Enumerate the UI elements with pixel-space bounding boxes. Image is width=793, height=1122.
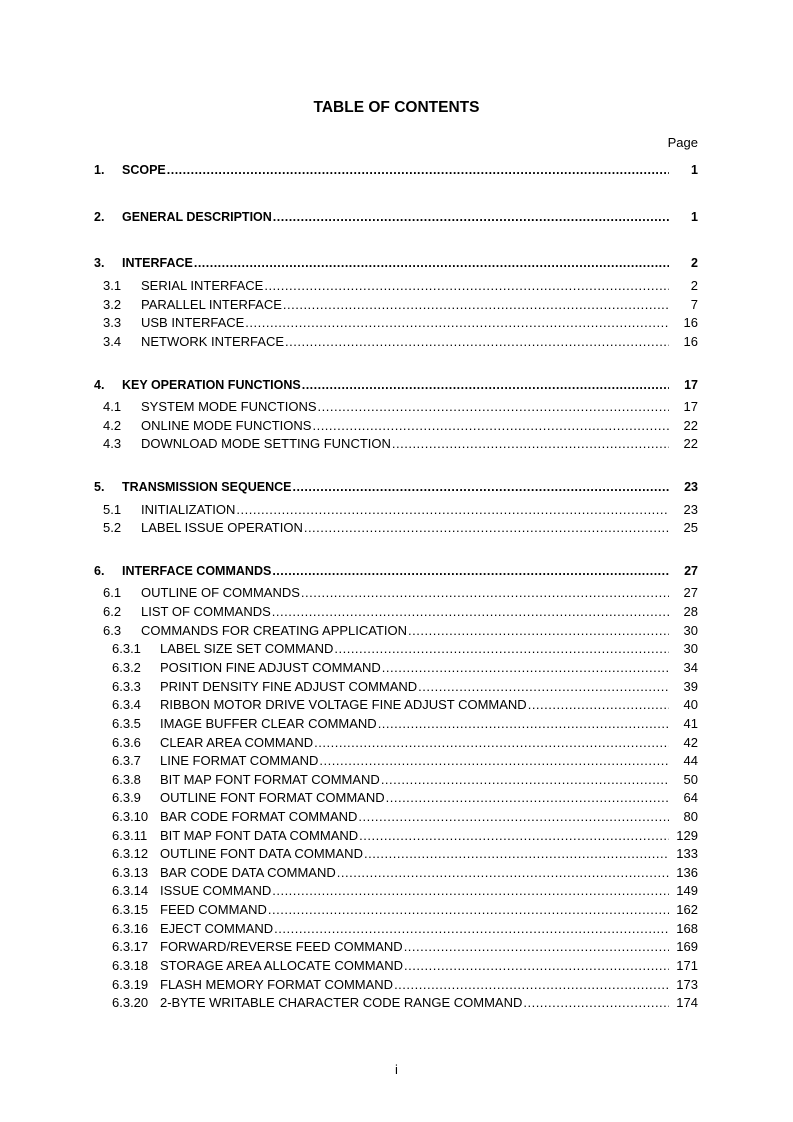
toc-entry-title: COMMANDS FOR CREATING APPLICATION [141,623,408,638]
toc-entry-page: 7 [690,297,698,312]
toc-entry-number: 3.2 [103,297,122,312]
toc-entry[interactable] [0,771,793,789]
toc-entry-leader [160,659,669,677]
toc-entry-title: BIT MAP FONT FORMAT COMMAND [160,772,380,787]
toc-entry-number: 6.3.1 [112,641,141,656]
toc-entry-number: 6.3.18 [112,958,149,973]
toc-entry-leader [141,501,669,519]
toc-entry-number: 6.3.2 [112,660,141,675]
toc-entry-page: 80 [683,809,698,824]
toc-entry-page: 174 [676,995,698,1010]
toc-entry-leader [141,622,669,640]
toc-entry[interactable] [0,845,793,863]
toc-entry[interactable] [0,734,793,752]
toc-entry-title: BAR CODE DATA COMMAND [160,865,336,880]
toc-entry-page: 42 [683,735,698,750]
toc-entry[interactable] [0,435,793,453]
toc-entry-title: FEED COMMAND [160,902,267,917]
toc-entry-title: 2-BYTE WRITABLE CHARACTER CODE RANGE COMMAND [160,995,523,1010]
dot-leader [301,584,669,602]
toc-entry-leader [141,314,669,332]
toc-entry-number: 6.1 [103,585,122,600]
toc-entry-page: 44 [683,753,698,768]
dot-leader [386,789,669,807]
dot-leader [408,622,669,640]
toc-entry-number: 6.3.6 [112,735,141,750]
toc-entry-page: 23 [684,480,698,494]
dot-leader [272,562,669,580]
toc-entry-title: LABEL ISSUE OPERATION [141,520,303,535]
toc-entry-leader [122,161,669,179]
toc-entry-page: 17 [684,378,698,392]
toc-entry-page: 173 [676,977,698,992]
toc-entry-number: 6.3.9 [112,790,141,805]
toc-entry-title: PRINT DENSITY FINE ADJUST COMMAND [160,679,418,694]
toc-entry-title: SCOPE [122,163,166,177]
toc-entry-page: 40 [683,697,698,712]
toc-entry-title: LIST OF COMMANDS [141,604,271,619]
dot-leader [318,398,669,416]
toc-entry[interactable] [0,696,793,714]
dot-leader [392,435,669,453]
page-number-footer: i [395,1062,398,1077]
toc-entry-title: GENERAL DESCRIPTION [122,210,272,224]
toc-entry-number: 6.3.3 [112,679,141,694]
toc-entry-title: TRANSMISSION SEQUENCE [122,480,292,494]
toc-entry-title: STORAGE AREA ALLOCATE COMMAND [160,958,403,973]
toc-entry-number: 2. [94,210,105,224]
toc-entry-title: IMAGE BUFFER CLEAR COMMAND [160,716,377,731]
toc-entry[interactable] [0,882,793,900]
toc-entry[interactable] [0,501,793,519]
toc-entry-leader [160,640,669,658]
toc-entry-page: 22 [683,436,698,451]
toc-entry-page: 169 [676,939,698,954]
toc-entry-title: DOWNLOAD MODE SETTING FUNCTION [141,436,391,451]
toc-entry-title: INTERFACE COMMANDS [122,564,272,578]
dot-leader [272,882,669,900]
toc-entry-number: 6.3.11 [112,828,148,843]
dot-leader [358,808,669,826]
toc-entry[interactable] [0,864,793,882]
toc-entry-leader [160,864,669,882]
toc-entry-leader [122,208,669,226]
toc-entry-page: 1 [691,210,698,224]
dot-leader [378,715,669,733]
toc-entry-page: 162 [676,902,698,917]
toc-entry-title: PARALLEL INTERFACE [141,297,282,312]
toc-entry-page: 16 [683,334,698,349]
toc-entry-title: FLASH MEMORY FORMAT COMMAND [160,977,394,992]
toc-entry-number: 6.3.5 [112,716,141,731]
dot-leader [319,752,669,770]
toc-entry-leader [141,333,669,351]
toc-entry-number: 6.3.8 [112,772,141,787]
toc-entry-page: 50 [683,772,698,787]
toc-entry-leader [160,976,669,994]
toc-entry-number: 6.3.14 [112,883,149,898]
toc-entry-page: 129 [676,828,698,843]
dot-leader [194,254,669,272]
toc-entry-number: 6.3.19 [112,977,149,992]
toc-entry[interactable] [0,808,793,826]
page-title: TABLE OF CONTENTS [313,99,480,116]
dot-leader [285,333,669,351]
toc-entry-number: 5.2 [103,520,122,535]
dot-leader [314,734,669,752]
toc-entry[interactable] [0,901,793,919]
dot-leader [167,161,669,179]
toc-entry-leader [141,584,669,602]
toc-entry-title: BAR CODE FORMAT COMMAND [160,809,358,824]
toc-entry[interactable] [0,584,793,602]
toc-entry-page: 27 [684,564,698,578]
toc-entry-leader [160,752,669,770]
toc-entry[interactable] [0,920,793,938]
toc-entry-number: 6.3.12 [112,846,149,861]
dot-leader [404,938,669,956]
toc-entry-page: 27 [683,585,698,600]
toc-entry-page: 23 [683,502,698,517]
toc-entry-number: 4.1 [103,399,122,414]
dot-leader [304,519,669,537]
toc-entry-title: LABEL SIZE SET COMMAND [160,641,334,656]
toc-entry-number: 5. [94,480,105,494]
toc-entry-leader [160,882,669,900]
toc-entry-leader [141,398,669,416]
dot-leader [236,501,669,519]
toc-entry-title: FORWARD/REVERSE FEED COMMAND [160,939,403,954]
toc-entry[interactable] [0,827,793,845]
toc-entry-title: OUTLINE FONT DATA COMMAND [160,846,363,861]
toc-entry-page: 2 [691,256,698,270]
toc-entry-number: 6.3.13 [112,865,149,880]
toc-entry-title: SYSTEM MODE FUNCTIONS [141,399,317,414]
toc-entry[interactable] [0,752,793,770]
toc-entry-leader [160,715,669,733]
toc-entry-page: 41 [683,716,698,731]
toc-entry[interactable] [0,333,793,351]
toc-entry-page: 25 [683,520,698,535]
toc-entry-number: 4.3 [103,436,122,451]
toc-entry-page: 28 [683,604,698,619]
toc-entry-number: 5.1 [103,502,122,517]
toc-entry-page: 64 [683,790,698,805]
toc-entry-number: 6. [94,564,105,578]
toc-entry-title: CLEAR AREA COMMAND [160,735,314,750]
toc-entry-page: 39 [683,679,698,694]
dot-leader [334,640,669,658]
toc-entry-leader [141,296,669,314]
toc-entry-leader [160,938,669,956]
toc-entry-title: NETWORK INTERFACE [141,334,285,349]
toc-entry-title: ISSUE COMMAND [160,883,272,898]
toc-entry-page: 17 [683,399,698,414]
toc-entry[interactable] [0,277,793,295]
toc-entry-leader [160,994,669,1012]
toc-entry[interactable] [0,603,793,621]
toc-entry[interactable] [0,314,793,332]
toc-entry-leader [122,562,669,580]
toc-entry-number: 6.3.16 [112,921,149,936]
toc-entry-page: 149 [676,883,698,898]
toc-entry-title: OUTLINE FONT FORMAT COMMAND [160,790,385,805]
toc-entry-title: USB INTERFACE [141,315,245,330]
toc-entry-page: 133 [676,846,698,861]
dot-leader [245,314,669,332]
toc-entry-title: POSITION FINE ADJUST COMMAND [160,660,381,675]
dot-leader [312,417,669,435]
toc-entry-number: 6.3.7 [112,753,141,768]
toc-entry-leader [141,277,669,295]
toc-entry-leader [122,254,669,272]
toc-entry-number: 3.1 [103,278,122,293]
toc-entry-leader [160,901,669,919]
toc-entry-title: LINE FORMAT COMMAND [160,753,319,768]
toc-entry[interactable] [0,208,793,226]
dot-leader [359,827,669,845]
toc-entry-leader [160,771,669,789]
toc-entry[interactable] [0,957,793,975]
toc-entry-leader [160,678,669,696]
dot-leader [283,296,669,314]
toc-entry-leader [141,519,669,537]
toc-entry-number: 3.4 [103,334,122,349]
toc-entry[interactable] [0,562,793,580]
toc-entry[interactable] [0,659,793,677]
toc-entry-leader [160,957,669,975]
toc-entry-page: 168 [676,921,698,936]
toc-entry-number: 6.3.15 [112,902,149,917]
dot-leader [292,478,669,496]
toc-entry-number: 6.3.4 [112,697,141,712]
toc-entry[interactable] [0,478,793,496]
toc-entry-number: 6.3.20 [112,995,149,1010]
toc-entry[interactable] [0,376,793,394]
toc-entry-number: 6.2 [103,604,122,619]
toc-entry-leader [160,920,669,938]
toc-entry-title: OUTLINE OF COMMANDS [141,585,300,600]
toc-entry-leader [160,827,669,845]
toc-entry-title: ONLINE MODE FUNCTIONS [141,418,312,433]
toc-entry-number: 6.3 [103,623,122,638]
toc-entry-page: 136 [676,865,698,880]
toc-entry-title: INTERFACE [122,256,193,270]
toc-entry-leader [160,845,669,863]
toc-entry-number: 6.3.17 [112,939,149,954]
toc-entry[interactable] [0,678,793,696]
toc-entry-title: RIBBON MOTOR DRIVE VOLTAGE FINE ADJUST COMMAND [160,697,527,712]
toc-entry-number: 3. [94,256,105,270]
dot-leader [404,957,669,975]
toc-entry-page: 30 [683,641,698,656]
toc-entry[interactable] [0,622,793,640]
toc-entry-title: INITIALIZATION [141,502,236,517]
toc-entry-title: KEY OPERATION FUNCTIONS [122,378,301,392]
toc-entry[interactable] [0,640,793,658]
toc-entry-leader [141,417,669,435]
toc-entry-title: EJECT COMMAND [160,921,274,936]
dot-leader [364,845,669,863]
toc-entry-page: 2 [690,278,698,293]
dot-leader [264,277,669,295]
toc-entry[interactable] [0,417,793,435]
page-column-header: Page [667,135,698,150]
dot-leader [302,376,669,394]
toc-entry-leader [160,734,669,752]
dot-leader [268,901,669,919]
toc-entry[interactable] [0,161,793,179]
toc-entry[interactable] [0,976,793,994]
toc-entry[interactable] [0,398,793,416]
toc-entry-title: SERIAL INTERFACE [141,278,264,293]
toc-entry-leader [122,376,669,394]
toc-entry-page: 16 [683,315,698,330]
dot-leader [337,864,669,882]
toc-entry-page: 34 [683,660,698,675]
toc-entry-number: 1. [94,163,105,177]
toc-entry-leader [160,789,669,807]
toc-entry-page: 171 [676,958,698,973]
toc-entry[interactable] [0,994,793,1012]
toc-entry-leader [160,808,669,826]
dot-leader [523,994,669,1012]
toc-entry-page: 30 [683,623,698,638]
toc-entry[interactable] [0,715,793,733]
toc-entry[interactable] [0,519,793,537]
dot-leader [394,976,669,994]
toc-entry-page: 22 [683,418,698,433]
toc-entry-leader [141,603,669,621]
toc-entry[interactable] [0,296,793,314]
toc-entry[interactable] [0,789,793,807]
dot-leader [418,678,669,696]
toc-entry-number: 4.2 [103,418,122,433]
toc-entry[interactable] [0,254,793,272]
toc-entry-leader [141,435,669,453]
dot-leader [528,696,669,714]
dot-leader [273,208,669,226]
toc-entry-number: 6.3.10 [112,809,149,824]
toc-entry-number: 4. [94,378,105,392]
toc-entry-number: 3.3 [103,315,122,330]
toc-entry-page: 1 [691,163,698,177]
dot-leader [382,659,669,677]
dot-leader [272,603,669,621]
dot-leader [274,920,669,938]
toc-entry-title: BIT MAP FONT DATA COMMAND [160,828,359,843]
toc-entry-leader [160,696,669,714]
toc-entry[interactable] [0,938,793,956]
toc-entry-leader [122,478,669,496]
dot-leader [381,771,669,789]
